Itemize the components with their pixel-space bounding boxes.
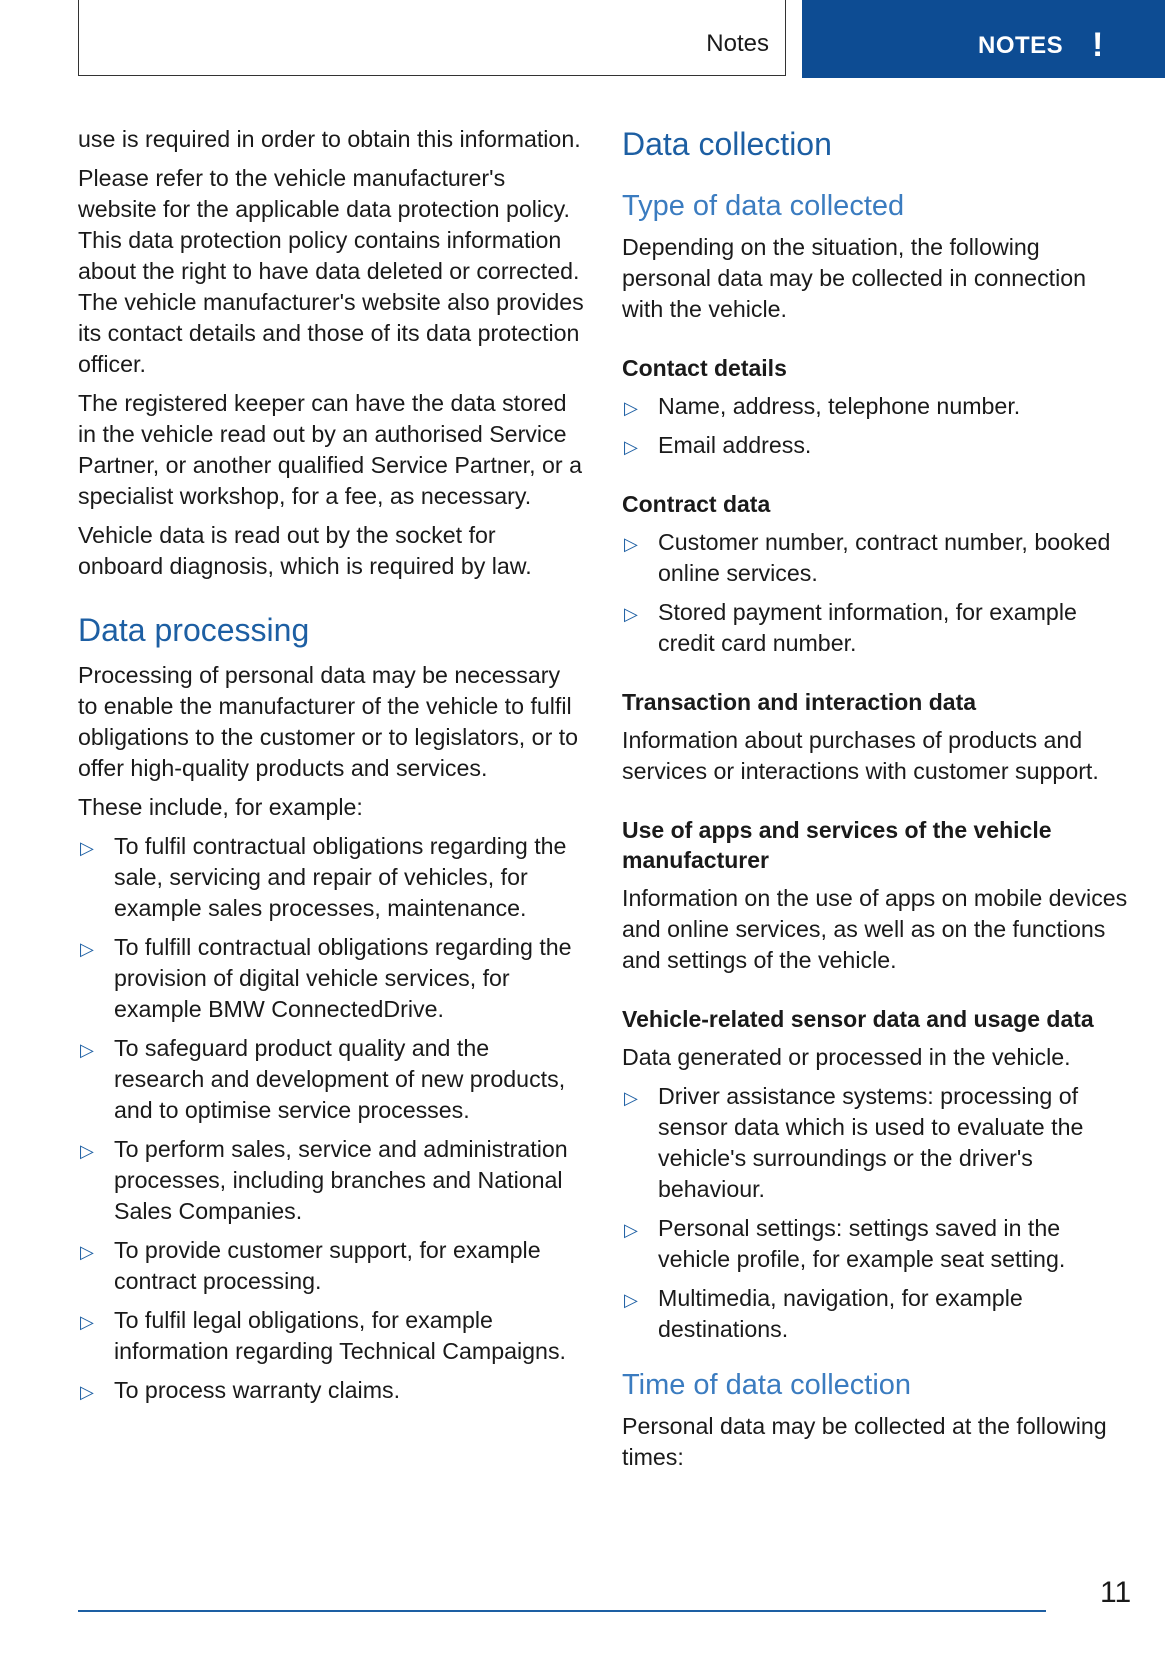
paragraph: These include, for example:: [78, 794, 363, 820]
triangle-bullet-icon: ▷: [80, 838, 94, 858]
subsection-heading-type: Type of data collected: [622, 190, 905, 222]
topic-heading-contract: Contract data: [622, 491, 771, 517]
list-item: ▷ Multimedia, navigation, for example destinations.: [624, 1285, 1023, 1342]
triangle-bullet-icon: ▷: [624, 398, 638, 418]
paragraph: The registered keeper can have the data stored in the vehicle read out by an authorised Service Partner, or another qualified Service Partner, or a specialist workshop, for a fee, as necessary.: [78, 390, 582, 509]
triangle-bullet-icon: ▷: [80, 1242, 94, 1262]
section-heading-data-collection: Data collection: [622, 126, 832, 162]
list-item: ▷ To fulfil legal obligations, for example information regarding Technical Campaigns.: [80, 1307, 566, 1364]
list-item: ▷ Driver assistance systems: processing of sensor data which is used to evaluate the vehicle's surroundings or the driver's behaviour.: [624, 1083, 1084, 1202]
list-item: ▷ Personal settings: settings saved in the vehicle profile, for example seat setting.: [624, 1215, 1066, 1272]
triangle-bullet-icon: ▷: [624, 437, 638, 457]
topic-heading-sensor: Vehicle-related sensor data and usage data: [622, 1006, 1094, 1032]
paragraph: Personal data may be collected at the following times:: [622, 1413, 1107, 1470]
right-column: [622, 124, 1128, 1481]
triangle-bullet-icon: ▷: [624, 1290, 638, 1310]
subsection-heading-time: Time of data collection: [622, 1369, 912, 1401]
left-column: [78, 124, 584, 1414]
triangle-bullet-icon: ▷: [624, 534, 638, 554]
list-item: ▷ Email address.: [622, 430, 1128, 461]
list-item: ▷ To process warranty claims.: [78, 1375, 584, 1406]
triangle-bullet-icon: ▷: [80, 1312, 94, 1332]
contract-list: [622, 527, 1128, 659]
list-item: ▷ Name, address, telephone number.: [622, 391, 1128, 422]
topic-heading-transaction: Transaction and interaction data: [622, 689, 977, 715]
page-number: 11: [1100, 1576, 1132, 1609]
list-item: ▷ Stored payment information, for example credit card number.: [624, 599, 1077, 656]
header-title: Notes: [706, 30, 769, 57]
triangle-bullet-icon: ▷: [80, 1040, 94, 1060]
paragraph: Processing of personal data may be necessary to enable the manufacturer of the vehicle to fulfil obligations to the customer or to legislators, or to offer high-quality products and services.: [78, 662, 579, 781]
paragraph: Please refer to the vehicle manufacturer's website for the applicable data protection policy. This data protection policy contains information about the right to have data deleted or corrected. The vehicle manufacturer's website also provides its contact details and those of its data protection officer.: [78, 165, 584, 377]
list-item: ▷ To perform sales, service and administration processes, including branches and National Sales Companies.: [80, 1136, 568, 1224]
list-item: ▷ To provide customer support, for example contract processing.: [80, 1237, 541, 1294]
paragraph: Depending on the situation, the following personal data may be collected in connection with the vehicle.: [622, 234, 1087, 322]
paragraph: Information on the use of apps on mobile devices and online services, as well as on the functions and settings of the vehicle.: [622, 885, 1128, 973]
paragraph: Information about purchases of products and services or interactions with customer support.: [622, 727, 1099, 784]
list-item: ▷ To fulfil contractual obligations regarding the sale, servicing and repair of vehicles, for example sales processes, maintenance.: [80, 833, 567, 921]
sensor-list: [622, 1081, 1128, 1345]
section-tab-label: NOTES: [978, 32, 1064, 59]
topic-heading-contact: Contact details: [622, 355, 787, 381]
section-tab: [802, 0, 1165, 78]
triangle-bullet-icon: ▷: [624, 1088, 638, 1108]
section-heading-data-processing: Data processing: [78, 612, 310, 648]
exclamation-icon: !: [1092, 26, 1104, 64]
triangle-bullet-icon: ▷: [624, 1220, 638, 1240]
list-item: ▷ To fulfill contractual obligations regarding the provision of digital vehicle services, for example BMW ConnectedDrive.: [80, 934, 572, 1022]
footer-rule: [78, 1610, 1046, 1612]
paragraph: use is required in order to obtain this information.: [78, 126, 581, 152]
list-item: ▷ To safeguard product quality and the research and development of new products, and to optimise service processes.: [80, 1035, 566, 1123]
contact-list: [622, 391, 1128, 461]
topic-heading-apps: Use of apps and services of the vehicle manufacturer: [622, 817, 1052, 873]
header-box: [78, 0, 786, 76]
paragraph: Vehicle data is read out by the socket for onboard diagnosis, which is required by law.: [78, 522, 532, 579]
triangle-bullet-icon: ▷: [80, 1141, 94, 1161]
triangle-bullet-icon: ▷: [80, 1382, 94, 1402]
list-item: ▷ Customer number, contract number, booked online services.: [624, 529, 1111, 586]
triangle-bullet-icon: ▷: [624, 604, 638, 624]
paragraph: Data generated or processed in the vehicle.: [622, 1044, 1071, 1070]
triangle-bullet-icon: ▷: [80, 939, 94, 959]
processing-list: [78, 831, 584, 1406]
